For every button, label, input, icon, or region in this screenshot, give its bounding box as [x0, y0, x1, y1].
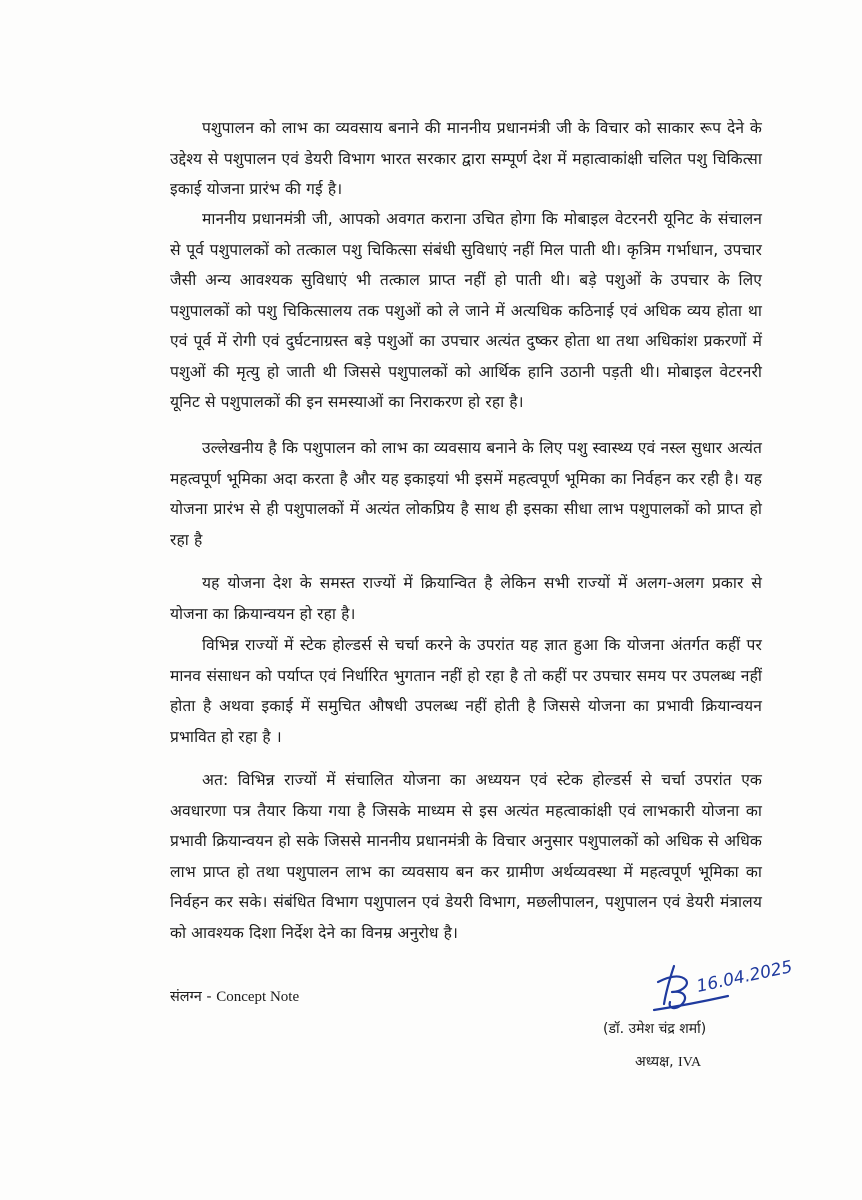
enclosure-line: [170, 986, 299, 1008]
signatory-role: [635, 1051, 701, 1074]
paragraph-background: माननीय प्रधानमंत्री जी, आपको अवगत कराना उचित होगा कि मोबाइल वेटरनरी यूनिट के संचालन से पूर्व पशुपालकों को तत्काल पशु चिकित्सा संबंधी सुविधाएं नहीं मिल पाती थी। कृत्रिम गर्भाधान, उपचार जैसी अन्य आवश्यक सुविधाएं भी तत्काल प्राप्त नहीं हो पाती थी। बड़े पशुओं के उपचार के लिए पशुपालकों को पशु चिकित्सालय तक पशुओं को ले जाने में अत्यधिक कठिनाई एवं अधिक व्यय होता था एवं पूर्व में रोगी एवं दुर्घटनाग्रस्त बड़े पशुओं का उपचार अत्यंत दुष्कर होता था तथा अधिकांश प्रकरणों में पशुओं की मृत्यु हो जाती थी जिससे पशुपालकों को आर्थिक हानि उठानी पड़ती थी। मोबाइल वेटरनरी यूनिट से पशुपालकों की इन समस्याओं का निराकरण हो रहा है।: [170, 210, 762, 411]
paragraph-implementation: यह योजना देश के समस्त राज्यों में क्रियान्वित है लेकिन सभी राज्यों में अलग-अलग प्रकार से योजना का क्रियान्वयन हो रहा है।: [170, 574, 762, 623]
paragraph-importance: उल्लेखनीय है कि पशुपालन को लाभ का व्यवसाय बनाने के लिए पशु स्वास्थ्य एवं नस्ल सुधार अत्यंत महत्वपूर्ण भूमिका अदा करता है और यह इकाइयां भी इसमें महत्वपूर्ण भूमिका का निर्वहन कर रही है। यह योजना प्रारंभ से ही पशुपालकों में अत्यंत लोकप्रिय है साथ ही इसका सीधा लाभ पशुपालकों को प्राप्त हो रहा है: [170, 439, 762, 549]
signature-date: 16.04.2025: [694, 957, 795, 997]
enclosure-label: संलग्न -: [170, 989, 212, 1005]
signatory-role-hindi: अध्यक्ष,: [635, 1054, 674, 1070]
signatory-name: (डॉ. उमेश चंद्र शर्मा): [603, 1021, 707, 1037]
paragraph-issues: विभिन्न राज्यों में स्टेक होल्डर्स से चर्चा करने के उपरांत यह ज्ञात हुआ कि योजना अंतर्गत कहीं पर मानव संसाधन को पर्याप्त एवं निर्धारित भुगतान नहीं हो रहा है तो कहीं पर उपचार समय पर उपलब्ध नहीं होता है अथवा इकाई में समुचित औषधी उपलब्ध नहीं होती है जिससे योजना का प्रभावी क्रियान्वयन प्रभावित हो रहा है ।: [170, 636, 762, 746]
handwritten-signature: [650, 952, 800, 1022]
paragraph-intro: पशुपालन को लाभ का व्यवसाय बनाने की माननीय प्रधानमंत्री जी के विचार को साकार रूप देने के उद्देश्य से पशुपालन एवं डेयरी विभाग भारत सरकार द्वारा सम्पूर्ण देश में महात्वाकांक्षी चलित पशु चिकित्सा इकाई योजना प्रारंभ की गई है।: [170, 119, 762, 198]
paragraph-request: अत: विभिन्न राज्यों में संचालित योजना का अध्ययन एवं स्टेक होल्डर्स से चर्चा उपरांत एक अवधारणा पत्र तैयार किया गया है जिसके माध्यम से इस अत्यंत महत्वाकांक्षी एवं लाभकारी योजना का प्रभावी क्रियान्वयन हो सके जिससे माननीय प्रधानमंत्री के विचार अनुसार पशुपालकों को अधिक से अधिक लाभ प्राप्त हो तथा पशुपालन लाभ का व्यवसाय बन कर ग्रामीण अर्थव्यवस्था में महत्वपूर्ण भूमिका का निर्वहन कर सके। संबंधित विभाग पशुपालन एवं डेयरी विभाग, मछलीपालन, पशुपालन एवं डेयरी मंत्रालय को आवश्यक दिशा निर्देश देने का विनम्र अनुरोध है।: [170, 771, 762, 942]
enclosure-value: Concept Note: [216, 989, 300, 1005]
signatory-role-abbr: IVA: [678, 1055, 702, 1070]
